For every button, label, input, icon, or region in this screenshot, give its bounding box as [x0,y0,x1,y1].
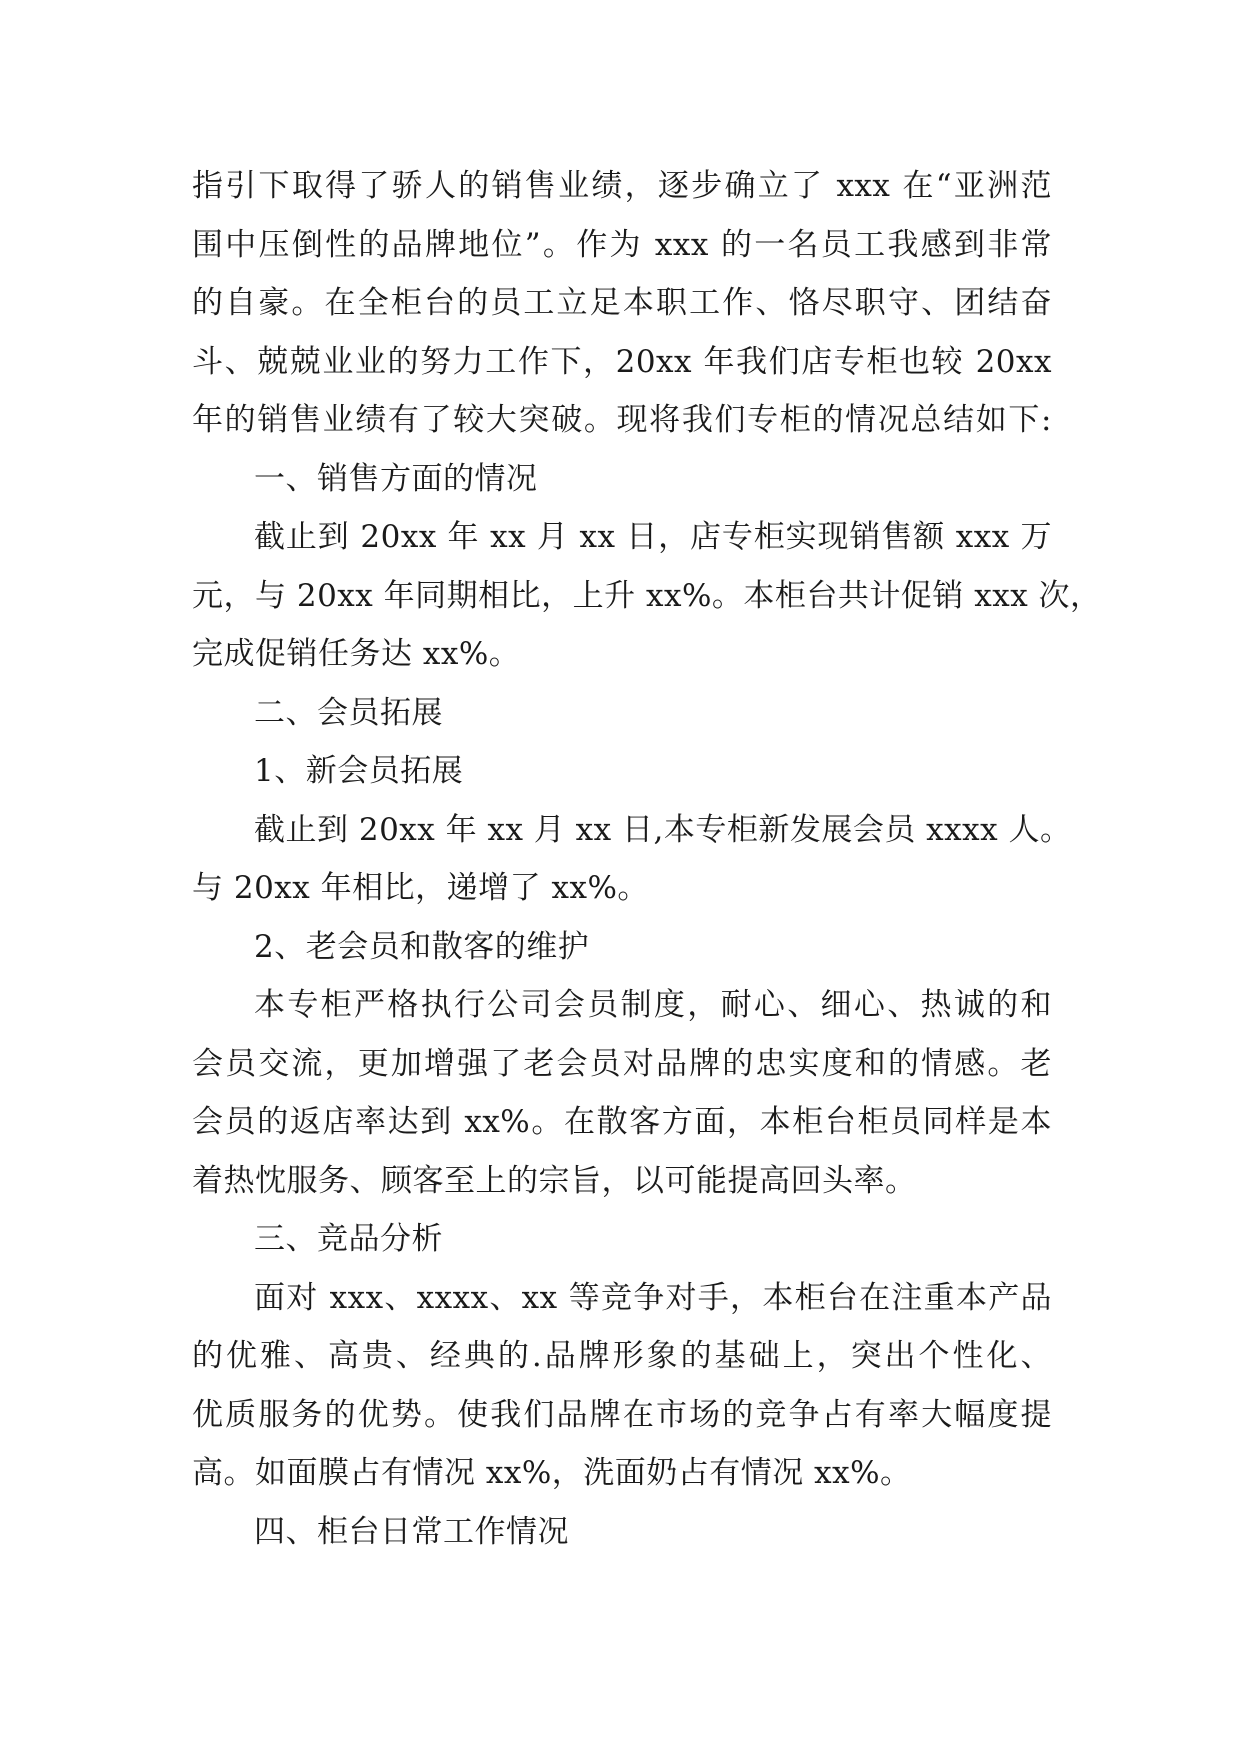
body-text-line: 斗、兢兢业业的努力工作下，20xx 年我们店专柜也较 20xx [192,343,1052,380]
body-text-line: 本专柜严格执行公司会员制度，耐心、细心、热诚的和 [254,987,1052,1023]
body-text-line: 面对 xxx、xxxx、xx 等竞争对手，本柜台在注重本产品 [254,1279,1052,1316]
body-text-line: 指引下取得了骄人的销售业绩，逐步确立了 xxx 在“亚洲范 [192,168,1052,204]
body-text-line: 优质服务的优势。使我们品牌在市场的竞争占有率大幅度提 [192,1396,1052,1433]
section-heading-sales: 一、销售方面的情况 [254,460,538,497]
body-text-line: 围中压倒性的品牌地位”。作为 xxx 的一名员工我感到非常 [192,226,1052,263]
body-text-line: 截止到 20xx 年 xx 月 xx 日，店专柜实现销售额 xxx 万 [254,519,1052,555]
body-text-line: 的优雅、高贵、经典的.品牌形象的基础上，突出个性化、 [192,1338,1052,1374]
section-heading-members: 二、会员拓展 [254,694,443,731]
body-text-line: 着热忱服务、顾客至上的宗旨，以可能提高回头率。 [192,1162,917,1199]
section-heading-competitors: 三、竞品分析 [254,1221,443,1257]
body-text-line: 的自豪。在全柜台的员工立足本职工作、恪尽职守、团结奋 [192,285,1052,321]
subsection-heading-old-members: 2、老会员和散客的维护 [254,928,590,965]
body-text-line: 完成促销任务达 xx%。 [192,636,521,672]
body-text-line: 截止到 20xx 年 xx 月 xx 日,本专柜新发展会员 xxxx 人。 [254,811,1072,848]
section-heading-daily-work: 四、柜台日常工作情况 [254,1513,569,1550]
body-text-line: 与 20xx 年相比，递增了 xx%。 [192,870,649,906]
body-text-line: 会员交流，更加增强了老会员对品牌的忠实度和的情感。老 [192,1045,1052,1082]
body-text-line: 会员的返店率达到 xx%。在散客方面，本柜台柜员同样是本 [192,1104,1052,1140]
body-text-line: 年的销售业绩有了较大突破。现将我们专柜的情况总结如下: [192,402,1052,438]
document-body [192,157,1102,1561]
subsection-heading-new-members: 1、新会员拓展 [254,753,464,789]
body-text-line: 高。如面膜占有情况 xx%，洗面奶占有情况 xx%。 [192,1455,912,1491]
body-text-line: 元，与 20xx 年同期相比，上升 xx%。本柜台共计促销 xxx 次， [192,577,1102,614]
